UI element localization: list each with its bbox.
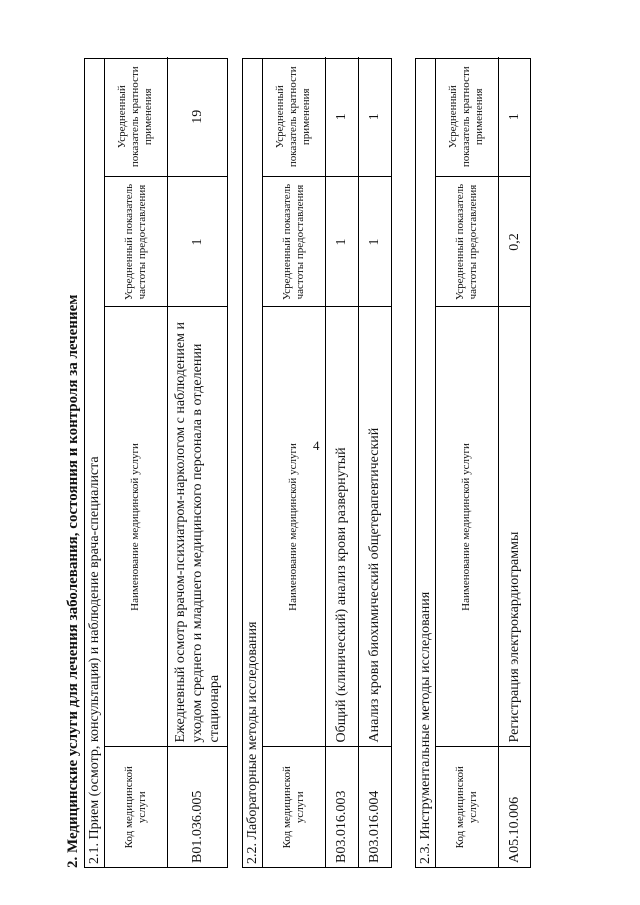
header-frequency: Усредненный показатель частоты предоставления	[263, 177, 325, 307]
header-code: Код медицинской услуги	[263, 747, 325, 867]
service-frequency: 1	[358, 177, 391, 307]
header-frequency: Усредненный показатель частоты предоставления	[436, 177, 498, 307]
service-multiplicity: 1	[358, 57, 391, 177]
table-row	[325, 57, 358, 867]
section-title: 2.3. Инструментальные методы исследования	[416, 59, 436, 867]
section-title: 2.1. Прием (осмотр, консультация) и наблюдение врача-специалиста	[85, 59, 105, 867]
section-title: 2.2. Лабораторные методы исследования	[243, 59, 263, 867]
header-code: Код медицинской услуги	[105, 747, 167, 867]
table-row	[358, 57, 391, 867]
section-instrumental-tests	[415, 58, 531, 868]
services-table	[105, 57, 227, 867]
table-header-row	[436, 57, 498, 867]
service-code: A05.10.006	[498, 747, 530, 867]
header-multiplicity: Усредненный показатель кратности применения	[105, 57, 167, 177]
header-name: Наименование медицинской услуги	[436, 307, 498, 747]
header-multiplicity: Усредненный показатель кратности применения	[436, 57, 498, 177]
service-name: Ежедневный осмотр врачом-психиатром-наркологом с наблюдением и уходом среднего и младшего медицинского персонала в отделении стационара	[167, 307, 227, 747]
service-multiplicity: 19	[167, 57, 227, 177]
service-frequency: 0,2	[498, 177, 530, 307]
service-name: Общий (клинический) анализ крови развернутый	[325, 307, 358, 747]
document-content	[62, 58, 522, 868]
section-consultations	[84, 58, 228, 868]
section-lab-tests	[242, 58, 392, 868]
table-row	[167, 57, 227, 867]
table-header-row	[263, 57, 325, 867]
service-multiplicity: 1	[498, 57, 530, 177]
services-table	[436, 57, 530, 867]
header-name: Наименование медицинской услуги	[105, 307, 167, 747]
table-header-row	[105, 57, 167, 867]
service-name: Регистрация электрокардиограммы	[498, 307, 530, 747]
header-code: Код медицинской услуги	[436, 747, 498, 867]
service-code: B03.016.003	[325, 747, 358, 867]
services-table	[263, 57, 391, 867]
service-name: Анализ крови биохимический общетерапевтический	[358, 307, 391, 747]
service-frequency: 1	[167, 177, 227, 307]
service-code: B01.036.005	[167, 747, 227, 867]
service-code: B03.016.004	[358, 747, 391, 867]
header-multiplicity: Усредненный показатель кратности применения	[263, 57, 325, 177]
header-frequency: Усредненный показатель частоты предоставления	[105, 177, 167, 307]
table-row	[498, 57, 530, 867]
page-number: 4	[313, 438, 320, 453]
section-heading: 2. Медицинские услуги для лечения заболевания, состояния и контроля за лечением	[65, 294, 81, 868]
header-name: Наименование медицинской услуги	[263, 307, 325, 747]
service-frequency: 1	[325, 177, 358, 307]
service-multiplicity: 1	[325, 57, 358, 177]
